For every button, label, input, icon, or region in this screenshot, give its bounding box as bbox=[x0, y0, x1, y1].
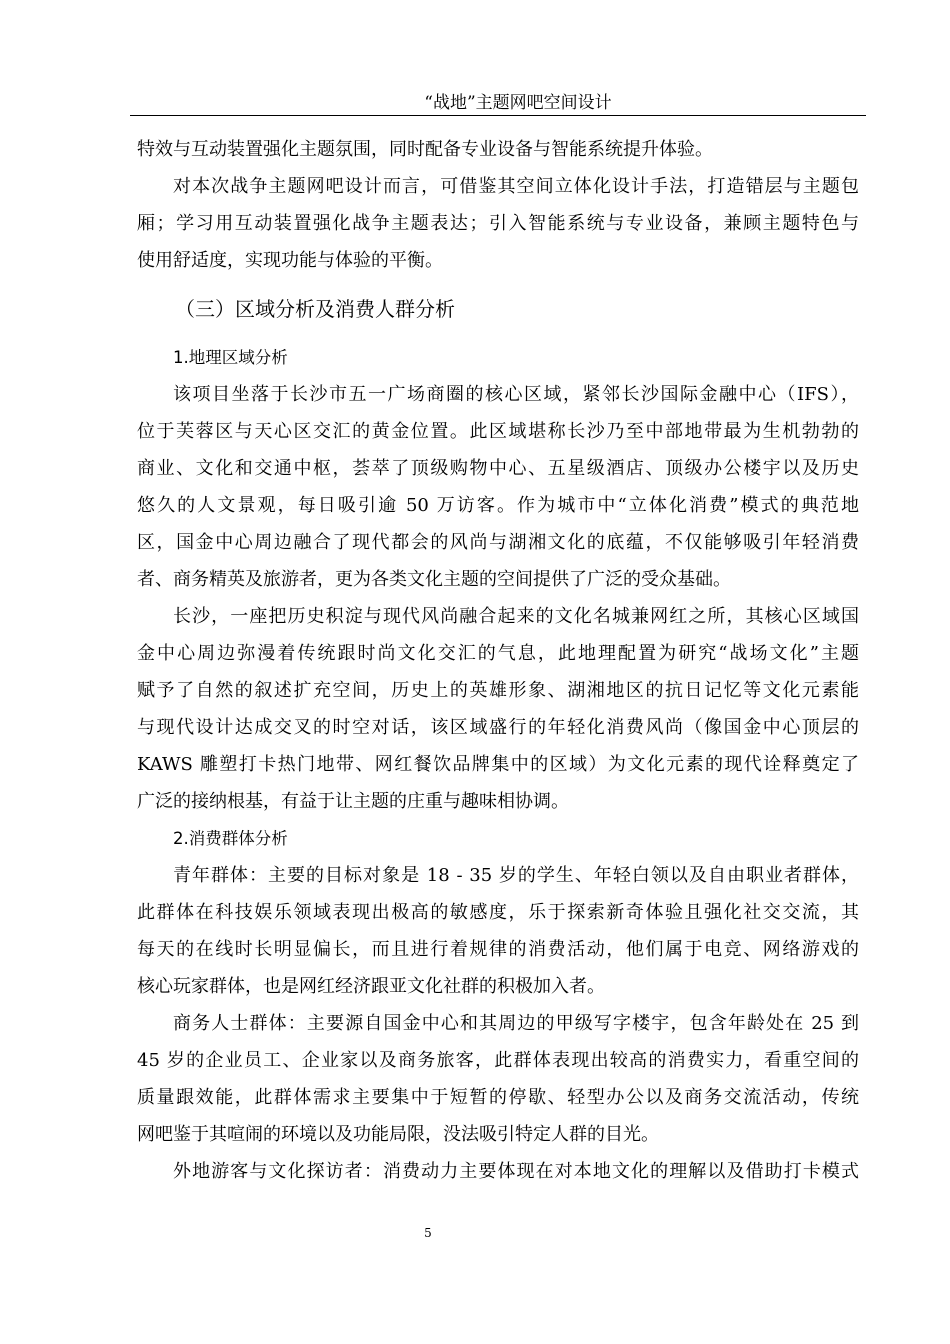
text-line: 位于芙蓉区与天心区交汇的黄金位置。此区域堪称长沙乃至中部地带最为生机勃勃的 bbox=[137, 421, 859, 442]
paragraph bbox=[137, 1005, 859, 1153]
text-line: 与现代设计达成交叉的时空对话，该区域盛行的年轻化消费风尚（像国金中心顶层的 bbox=[137, 717, 859, 738]
text-line: 厢；学习用互动装置强化战争主题表达；引入智能系统与专业设备，兼顾主题特色与 bbox=[137, 213, 859, 234]
text-line: 45 岁的企业员工、企业家以及商务旅客，此群体表现出较高的消费实力，看重空间的 bbox=[137, 1050, 859, 1071]
paragraph bbox=[137, 857, 859, 1005]
text-line: 区，国金中心周边融合了现代都会的风尚与湖湘文化的底蕴，不仅能够吸引年轻消费 bbox=[137, 532, 859, 553]
text-line: 长沙，一座把历史积淀与现代风尚融合起来的文化名城兼网红之所，其核心区域国 bbox=[173, 606, 859, 627]
text-line: 赋予了自然的叙述扩充空间，历史上的英雄形象、湖湘地区的抗日记忆等文化元素能 bbox=[137, 680, 859, 701]
text-line: 该项目坐落于长沙市五一广场商圈的核心区域，紧邻长沙国际金融中心（IFS）， bbox=[173, 384, 859, 405]
text-line: 悠久的人文景观，每日吸引逾 50 万访客。作为城市中“立体化消费”模式的典范地 bbox=[137, 495, 859, 516]
text-line: 特效与互动装置强化主题氛围，同时配备专业设备与智能系统提升体验。 bbox=[137, 139, 713, 160]
text-line: 外地游客与文化探访者：消费动力主要体现在对本地文化的理解以及借助打卡模式 bbox=[173, 1161, 859, 1182]
text-line: 商业、文化和交通中枢，荟萃了顶级购物中心、五星级酒店、顶级办公楼宇以及历史 bbox=[137, 458, 859, 479]
running-header: “战地”主题网吧空间设计 bbox=[130, 90, 866, 116]
section-heading: （三）区域分析及消费人群分析 bbox=[175, 297, 455, 321]
text-line: 青年群体：主要的目标对象是 18 - 35 岁的学生、年轻白领以及自由职业者群体， bbox=[173, 865, 859, 886]
text-line: 商务人士群体：主要源自国金中心和其周边的甲级写字楼宇，包含年龄处在 25 到 bbox=[173, 1013, 859, 1034]
page-number: 5 bbox=[424, 1226, 432, 1240]
text-line: 广泛的接纳根基，有益于让主题的庄重与趣味相协调。 bbox=[137, 791, 569, 812]
paragraph bbox=[137, 1153, 859, 1190]
paragraph bbox=[137, 131, 859, 168]
subsection-heading: 1.地理区域分析 bbox=[173, 348, 288, 367]
paragraph bbox=[137, 598, 859, 820]
document-body bbox=[137, 131, 859, 1190]
text-line: 金中心周边弥漫着传统跟时尚文化交汇的气息，此地理配置为研究“战场文化”主题 bbox=[137, 643, 859, 664]
paragraph bbox=[137, 376, 859, 598]
text-line: 质量跟效能，此群体需求主要集中于短暂的停歇、轻型办公以及商务交流活动，传统 bbox=[137, 1087, 859, 1108]
text-line: 者、商务精英及旅游者，更为各类文化主题的空间提供了广泛的受众基础。 bbox=[137, 569, 731, 590]
text-line: 核心玩家群体，也是网红经济跟亚文化社群的积极加入者。 bbox=[137, 976, 605, 997]
text-line: 使用舒适度，实现功能与体验的平衡。 bbox=[137, 250, 443, 271]
text-line: 网吧鉴于其喧闹的环境以及功能局限，没法吸引特定人群的目光。 bbox=[137, 1124, 659, 1145]
text-line: 此群体在科技娱乐领域表现出极高的敏感度，乐于探索新奇体验且强化社交交流，其 bbox=[137, 902, 859, 923]
paragraph bbox=[137, 168, 859, 279]
subsection-heading: 2.消费群体分析 bbox=[173, 829, 288, 848]
text-line: KAWS 雕塑打卡热门地带、网红餐饮品牌集中的区域）为文化元素的现代诠释奠定了 bbox=[137, 754, 859, 775]
text-line: 每天的在线时长明显偏长，而且进行着规律的消费活动，他们属于电竞、网络游戏的 bbox=[137, 939, 859, 960]
text-line: 对本次战争主题网吧设计而言，可借鉴其空间立体化设计手法，打造错层与主题包 bbox=[173, 176, 859, 197]
